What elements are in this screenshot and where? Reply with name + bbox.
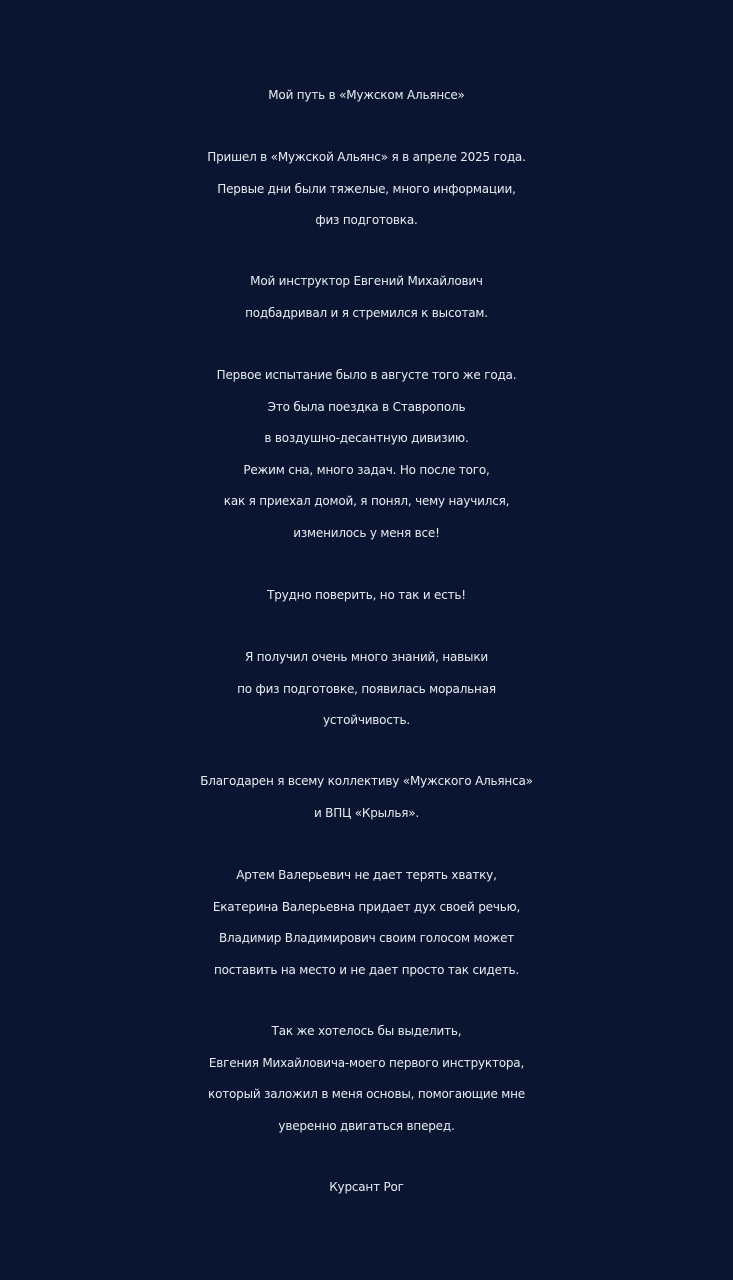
signature-line: Курсант Рог	[329, 1180, 404, 1194]
paragraph-staff	[0, 860, 733, 986]
paragraph-line: Первое испытание было в августе того же года.	[216, 368, 517, 382]
paragraph-line: Пришел в «Мужской Альянс» я в апреле 2025 года.	[207, 150, 526, 164]
signature	[0, 1172, 733, 1204]
paragraph-line: по физ подготовке, появилась моральная	[237, 681, 496, 696]
paragraph-instructor	[0, 266, 733, 329]
paragraph-line: поставить на место и не дает просто так сидеть.	[213, 962, 520, 977]
paragraph-line: Владимир Владимирович своим голосом может	[218, 931, 515, 945]
paragraph-line: устойчивость.	[322, 713, 410, 727]
paragraph-line: уверенно двигаться вперед.	[278, 1118, 455, 1133]
paragraph-knowledge	[0, 642, 733, 737]
paragraph-line: Я получил очень много знаний, навыки	[245, 650, 488, 664]
paragraph-line: и ВПЦ «Крылья».	[313, 805, 420, 820]
paragraph-highlight	[0, 1016, 733, 1142]
paragraph-line: Артем Валерьевич не дает терять хватку,	[236, 868, 497, 882]
paragraph-line: подбадривал и я стремился к высотам.	[245, 305, 488, 320]
paragraph-line: в воздушно-десантную дивизию.	[264, 431, 469, 445]
testimonial-title	[0, 80, 733, 112]
paragraph-line: Первые дни были тяжелые, много информации,	[217, 181, 516, 196]
paragraph-line: Трудно поверить, но так и есть!	[267, 588, 466, 602]
paragraph-first-trial	[0, 360, 733, 549]
paragraph-arrival	[0, 142, 733, 237]
paragraph-line: Так же хотелось бы выделить,	[271, 1024, 462, 1038]
paragraph-gratitude	[0, 766, 733, 829]
paragraph-line: Мой инструктор Евгений Михайлович	[250, 274, 483, 288]
paragraph-line: как я приехал домой, я понял, чему научился,	[223, 494, 510, 508]
paragraph-line: изменилось у меня все!	[293, 525, 440, 540]
paragraph-hard-to-believe	[0, 580, 733, 612]
paragraph-line: Благодарен я всему коллективу «Мужского Альянса»	[200, 774, 533, 788]
title-line: Мой путь в «Мужском Альянсе»	[268, 88, 465, 102]
paragraph-line: физ подготовка.	[315, 213, 418, 227]
paragraph-line: Это была поездка в Ставрополь	[267, 399, 466, 414]
paragraph-line: который заложил в меня основы, помогающие мне	[208, 1087, 525, 1101]
paragraph-line: Режим сна, много задач. Но после того,	[243, 462, 490, 477]
paragraph-line: Екатерина Валерьевна придает дух своей речью,	[212, 899, 521, 914]
paragraph-line: Евгения Михайловича-моего первого инструктора,	[208, 1055, 525, 1070]
